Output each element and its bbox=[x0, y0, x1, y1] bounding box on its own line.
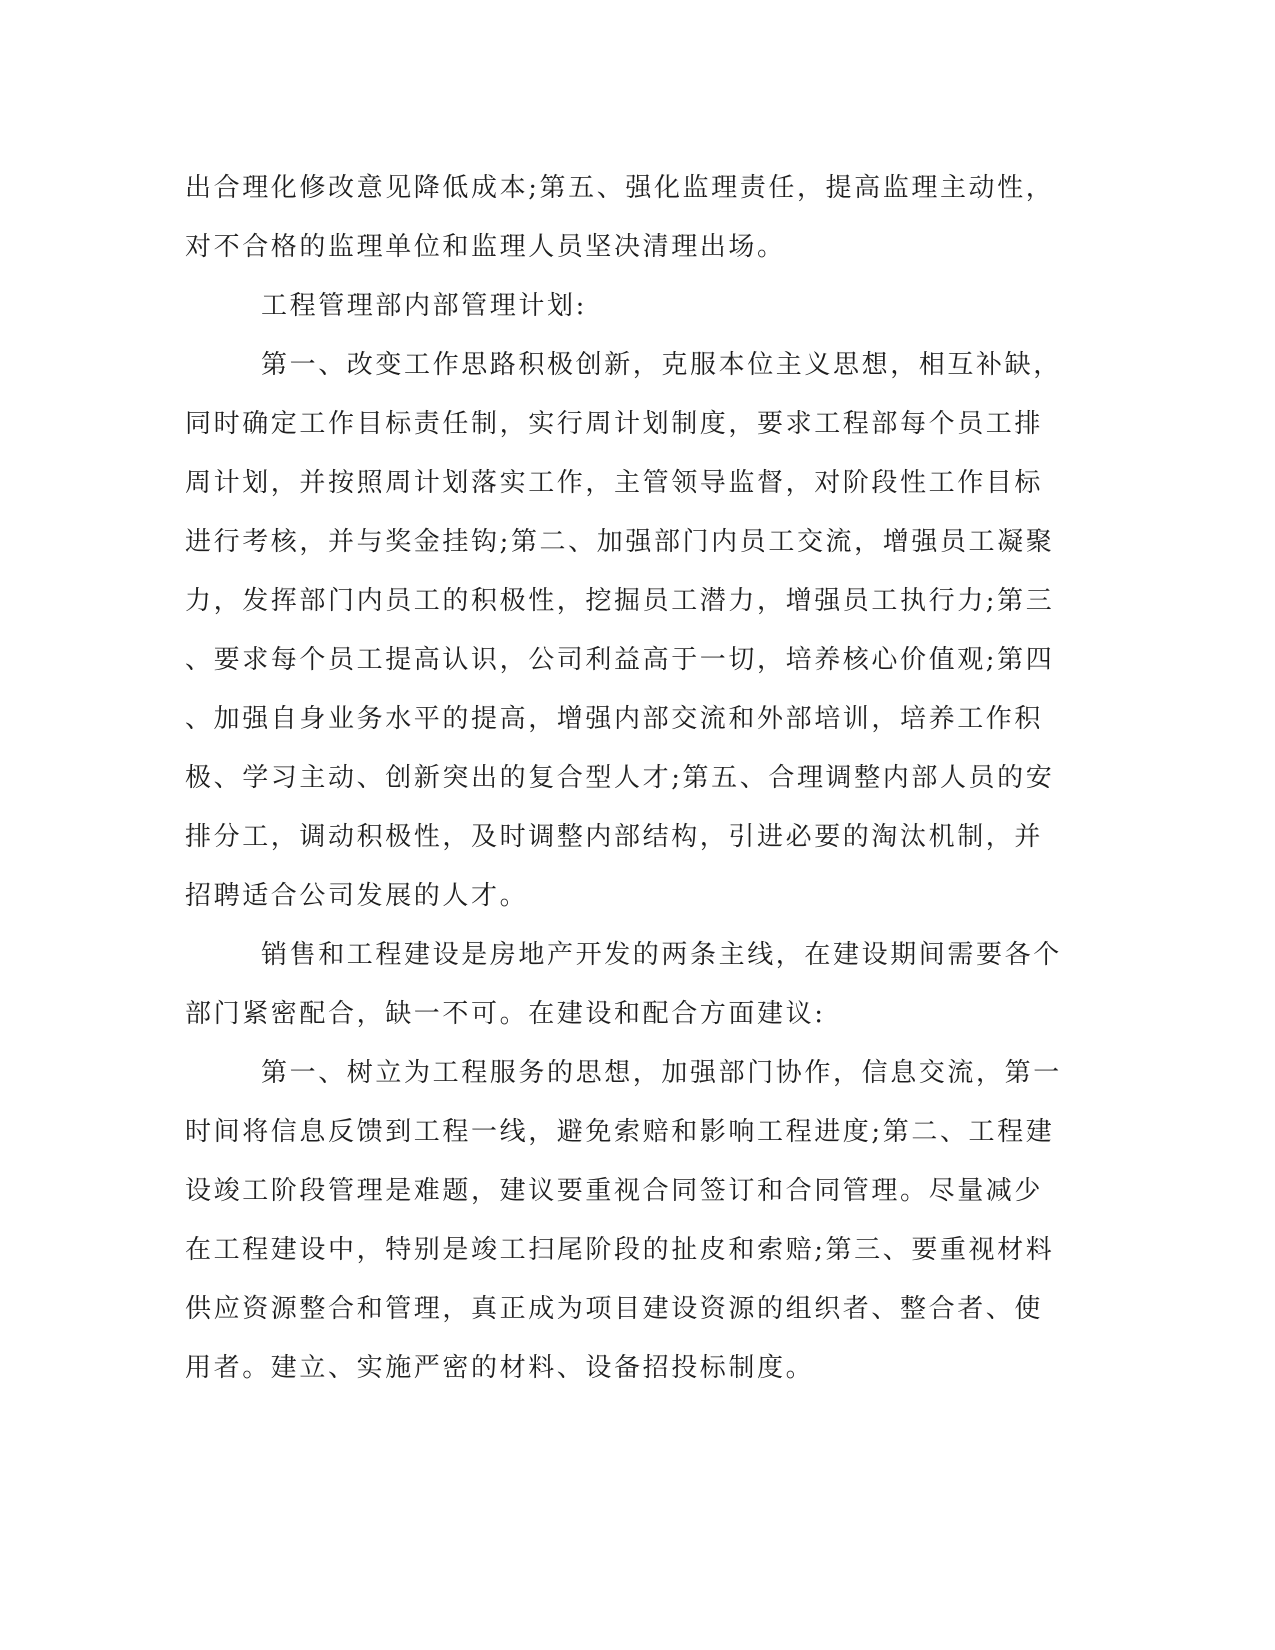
text-line: 周计划，并按照周计划落实工作，主管领导监督，对阶段性工作目标 bbox=[185, 468, 1044, 498]
text-line: 对不合格的监理单位和监理人员坚决清理出场。 bbox=[185, 232, 786, 262]
text-line: 同时确定工作目标责任制，实行周计划制度，要求工程部每个员工排 bbox=[185, 409, 1044, 439]
text-line: 用者。建立、实施严密的材料、设备招投标制度。 bbox=[185, 1353, 815, 1383]
text-line: 设竣工阶段管理是难题，建议要重视合同签订和合同管理。尽量减少 bbox=[185, 1176, 1044, 1206]
text-line: 第一、改变工作思路积极创新，克服本位主义思想，相互补缺， bbox=[261, 350, 1062, 380]
text-line: 销售和工程建设是房地产开发的两条主线，在建设期间需要各个 bbox=[261, 940, 1062, 970]
text-line: 进行考核，并与奖金挂钩;第二、加强部门内员工交流，增强员工凝聚 bbox=[185, 527, 1055, 557]
text-line: 供应资源整合和管理，真正成为项目建设资源的组织者、整合者、使 bbox=[185, 1294, 1044, 1324]
text-line: 排分工，调动积极性，及时调整内部结构，引进必要的淘汰机制，并 bbox=[185, 822, 1044, 852]
document-body bbox=[185, 159, 1062, 1398]
text-line: 在工程建设中，特别是竣工扫尾阶段的扯皮和索赔;第三、要重视材料 bbox=[185, 1235, 1055, 1265]
text-line: 部门紧密配合，缺一不可。在建设和配合方面建议: bbox=[185, 999, 826, 1029]
section-heading: 工程管理部内部管理计划: bbox=[261, 291, 587, 321]
text-line: 出合理化修改意见降低成本;第五、强化监理责任，提高监理主动性， bbox=[185, 173, 1055, 203]
text-line: 极、学习主动、创新突出的复合型人才;第五、合理调整内部人员的安 bbox=[185, 763, 1055, 793]
text-line: 力，发挥部门内员工的积极性，挖掘员工潜力，增强员工执行力;第三 bbox=[185, 586, 1055, 616]
text-line: 、加强自身业务水平的提高，增强内部交流和外部培训，培养工作积 bbox=[185, 704, 1044, 734]
text-line: 时间将信息反馈到工程一线，避免索赔和影响工程进度;第二、工程建 bbox=[185, 1117, 1055, 1147]
text-line: 招聘适合公司发展的人才。 bbox=[185, 881, 529, 911]
text-line: 第一、树立为工程服务的思想，加强部门协作，信息交流，第一 bbox=[261, 1058, 1062, 1088]
text-line: 、要求每个员工提高认识，公司利益高于一切，培养核心价值观;第四 bbox=[185, 645, 1055, 675]
